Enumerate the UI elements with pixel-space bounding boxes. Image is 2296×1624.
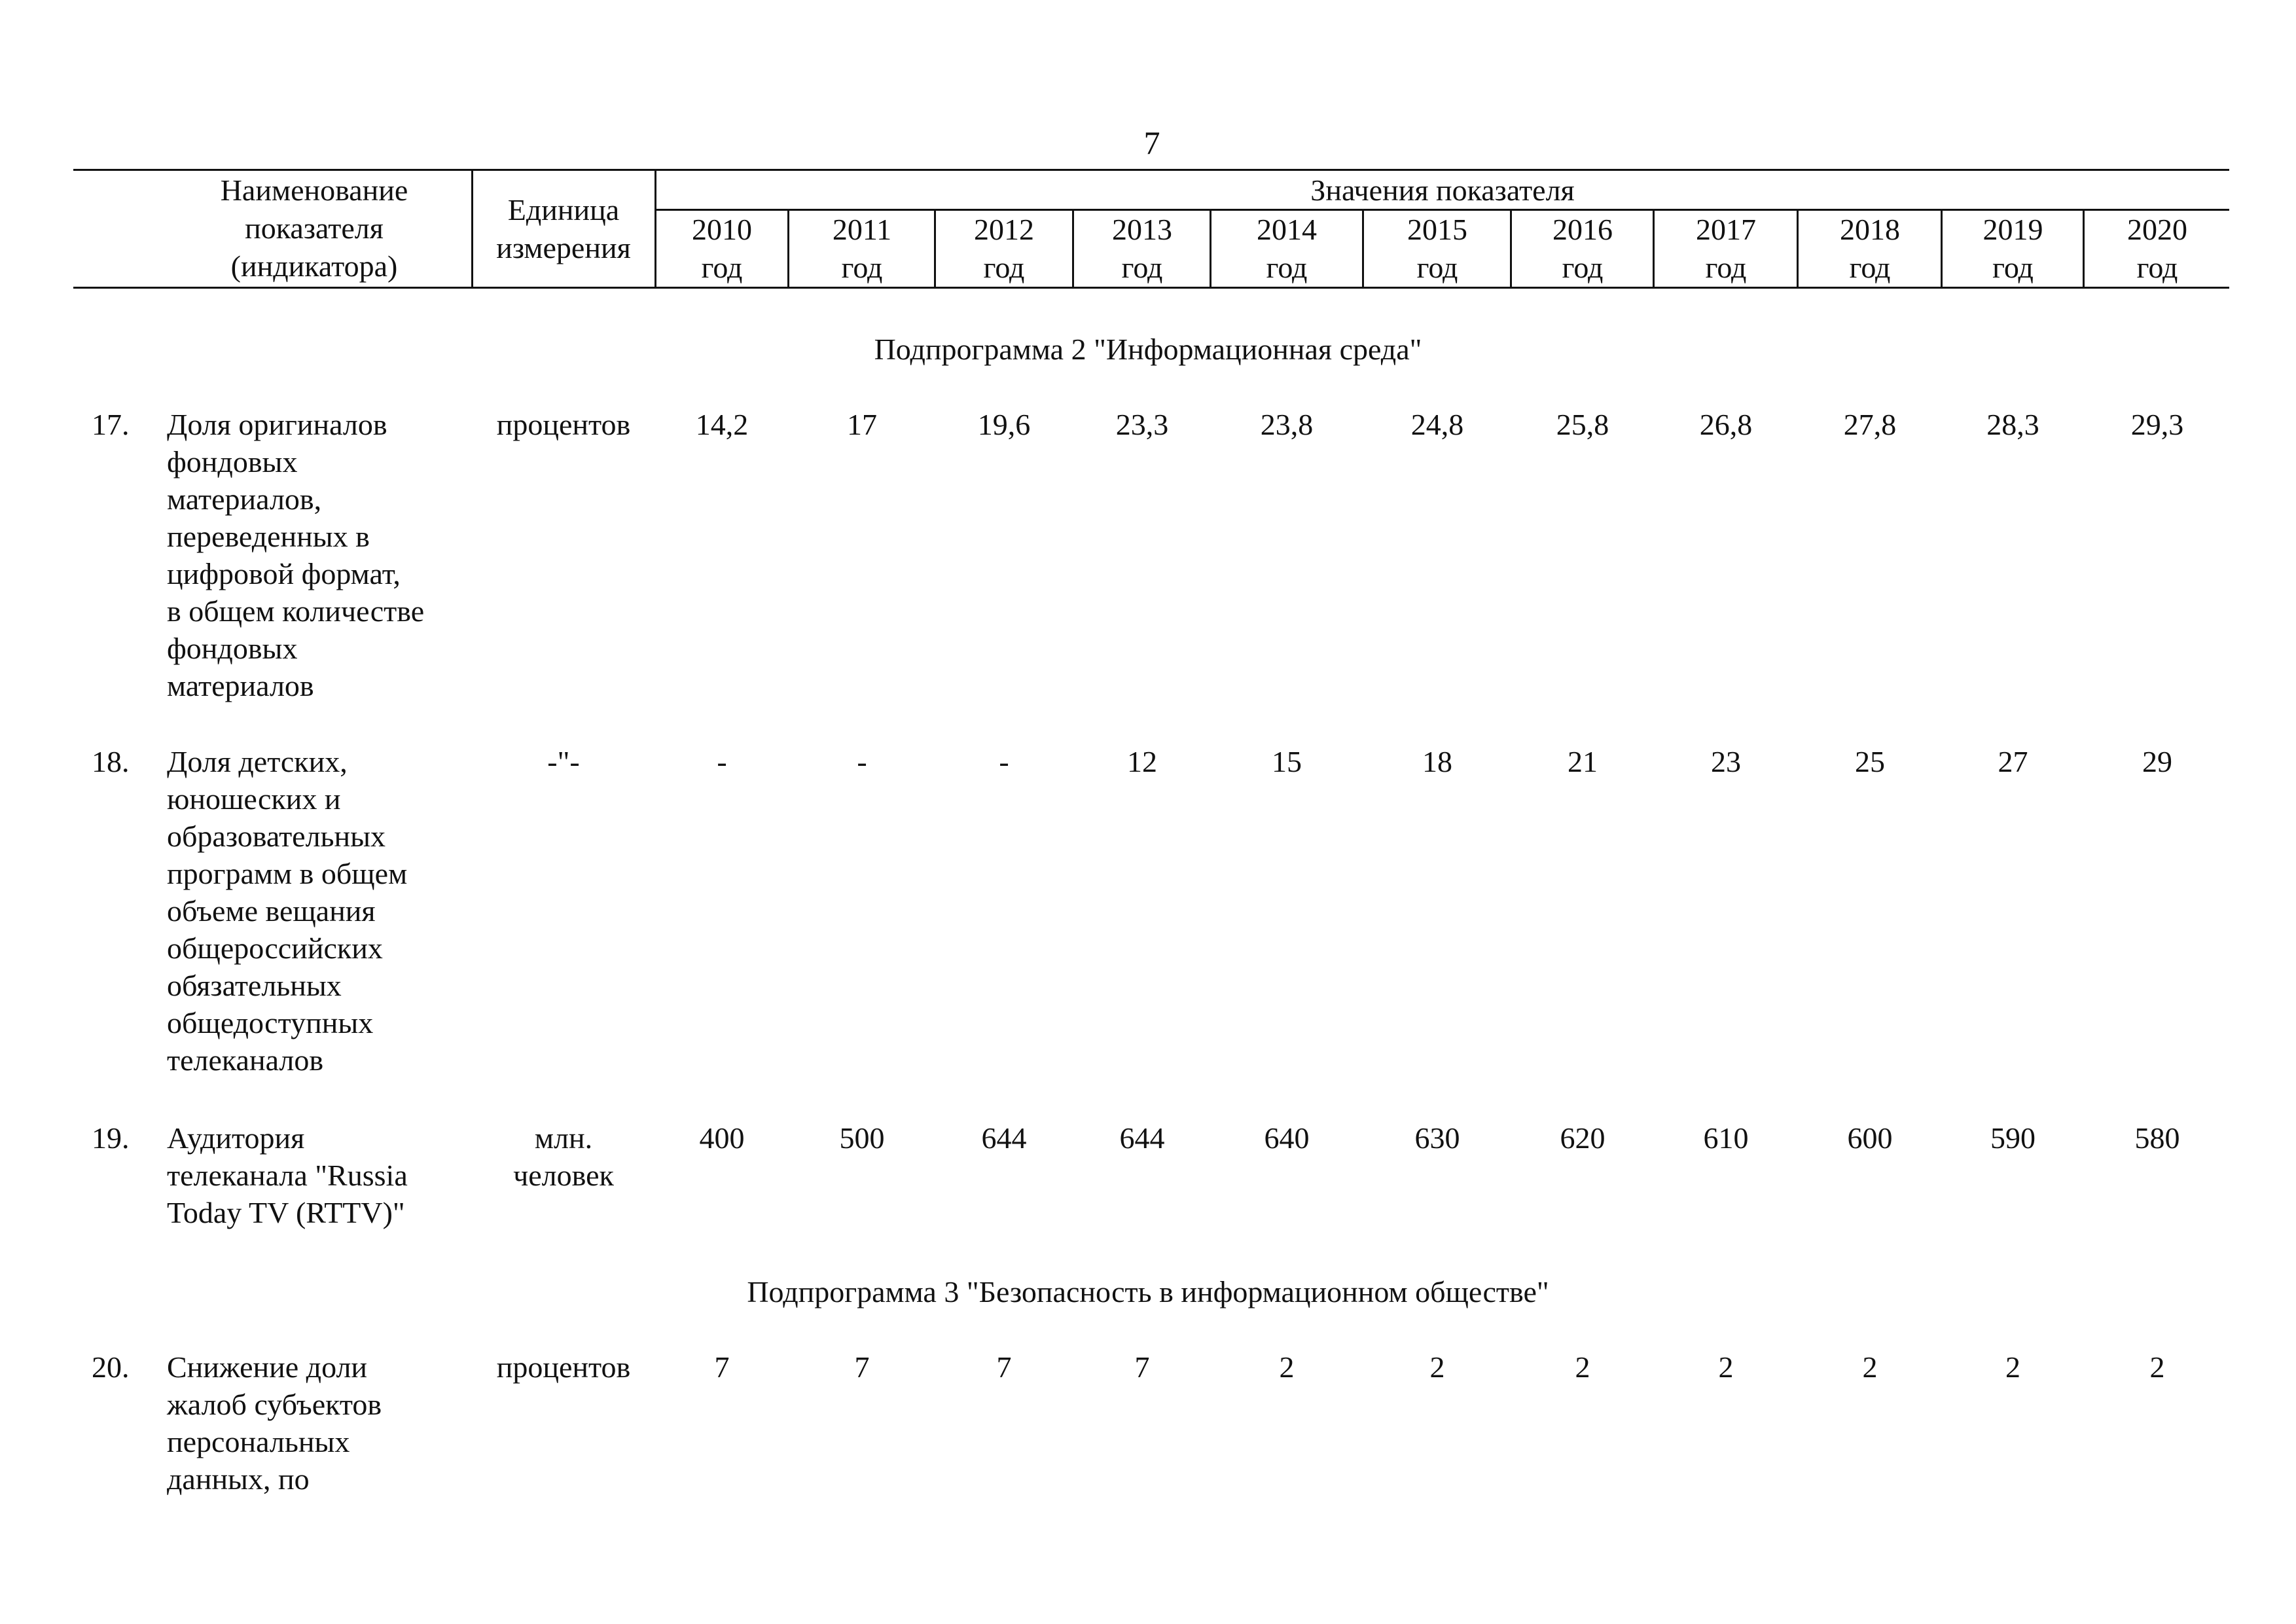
row-value-2020: 2 — [2149, 1350, 2165, 1384]
row-value-2017: 23 — [1711, 745, 1741, 778]
row-indicator-name: Доля детских, юношеских и образовательных программ в общем объеме вещания общероссийских обязательных общедоступных телеканалов — [167, 745, 408, 1077]
header-divider-2015 — [1362, 209, 1364, 288]
row-value-2019: 590 — [1990, 1121, 2036, 1155]
year-label: 2019 — [1982, 213, 2043, 246]
header-divider-unit — [655, 169, 656, 288]
row-value-2010: 7 — [714, 1350, 730, 1384]
year-suffix: год — [701, 251, 743, 284]
year-label: 2016 — [1552, 213, 1613, 246]
row-unit: процентов — [496, 408, 631, 441]
header-unit-col — [475, 191, 653, 267]
row-value-2015: 630 — [1414, 1121, 1460, 1155]
row-indicator-name: Доля оригиналов фондовых материалов, переведенных в цифровой формат, в общем количестве фондовых материалов — [167, 408, 425, 702]
header-divider-2017 — [1653, 209, 1655, 288]
header-year-2013 — [1075, 211, 1210, 287]
header-divider-2014 — [1210, 209, 1211, 288]
row-unit: -"- — [547, 745, 580, 778]
row-value-2018: 600 — [1847, 1121, 1893, 1155]
row-value-2015: 2 — [1429, 1350, 1445, 1384]
row-value-2011: - — [857, 745, 867, 778]
year-suffix: год — [2136, 251, 2178, 284]
row-value-2010: 400 — [699, 1121, 745, 1155]
row-value-2017: 26,8 — [1699, 408, 1753, 441]
section-title-subprogram-2: Подпрограмма 2 "Информационная среда" — [874, 333, 1422, 366]
year-suffix: год — [1992, 251, 2034, 284]
year-label: 2017 — [1696, 213, 1756, 246]
header-name-line: Наименование — [220, 173, 408, 207]
table-top-rule — [73, 169, 2229, 171]
row-indicator-name: Снижение доли жалоб субъектов персональных данных, по — [167, 1350, 382, 1496]
row-value-2020: 580 — [2134, 1121, 2180, 1155]
header-year-2015 — [1365, 211, 1510, 287]
year-suffix: год — [1266, 251, 1308, 284]
header-divider-2018 — [1797, 209, 1799, 288]
row-value-2013: 644 — [1119, 1121, 1165, 1155]
row-value-2013: 7 — [1134, 1350, 1150, 1384]
header-year-2010 — [657, 211, 787, 287]
row-unit: млн. человек — [513, 1121, 614, 1192]
row-value-2017: 2 — [1718, 1350, 1734, 1384]
header-divider-2012 — [934, 209, 936, 288]
year-label: 2015 — [1407, 213, 1467, 246]
row-value-2011: 7 — [854, 1350, 870, 1384]
header-year-2018 — [1799, 211, 1941, 287]
year-label: 2010 — [692, 213, 752, 246]
year-label: 2013 — [1112, 213, 1172, 246]
row-value-2014: 15 — [1272, 745, 1302, 778]
year-label: 2011 — [832, 213, 892, 246]
row-number: 20. — [92, 1350, 130, 1384]
row-value-2018: 2 — [1862, 1350, 1878, 1384]
year-suffix: год — [1705, 251, 1747, 284]
row-value-2020: 29 — [2142, 745, 2172, 778]
row-value-2019: 28,3 — [1986, 408, 2039, 441]
year-suffix: год — [841, 251, 883, 284]
header-year-2016 — [1513, 211, 1653, 287]
row-value-2011: 17 — [847, 408, 877, 441]
header-year-2020 — [2085, 211, 2229, 287]
header-divider-name — [471, 169, 473, 288]
row-value-2012: 19,6 — [977, 408, 1031, 441]
year-suffix: год — [1416, 251, 1458, 284]
row-value-2018: 25 — [1855, 745, 1885, 778]
row-value-2013: 12 — [1127, 745, 1157, 778]
header-name-col — [170, 171, 458, 285]
header-year-2019 — [1943, 211, 2083, 287]
year-suffix: год — [1121, 251, 1163, 284]
row-value-2018: 27,8 — [1843, 408, 1897, 441]
row-value-2011: 500 — [839, 1121, 885, 1155]
row-number: 17. — [92, 408, 130, 441]
row-number: 19. — [92, 1121, 130, 1155]
header-divider-2013 — [1072, 209, 1074, 288]
row-value-2015: 24,8 — [1410, 408, 1464, 441]
header-unit-line: Единица — [507, 193, 620, 226]
header-divider-2011 — [787, 209, 789, 288]
header-values-title: Значения показателя — [1310, 173, 1575, 207]
header-divider-2020 — [2083, 209, 2085, 288]
row-value-2012: 7 — [996, 1350, 1012, 1384]
header-divider-2016 — [1510, 209, 1512, 288]
header-name-line: показателя — [245, 211, 384, 245]
header-year-2017 — [1655, 211, 1797, 287]
header-name-line: (индикатора) — [230, 249, 398, 283]
row-value-2019: 2 — [2005, 1350, 2020, 1384]
row-value-2010: 14,2 — [695, 408, 749, 441]
header-year-2011 — [790, 211, 934, 287]
row-value-2012: - — [999, 745, 1009, 778]
row-value-2015: 18 — [1422, 745, 1452, 778]
year-label: 2018 — [1840, 213, 1900, 246]
row-value-2016: 21 — [1568, 745, 1598, 778]
row-value-2020: 29,3 — [2130, 408, 2184, 441]
page-number: 7 — [1143, 124, 1160, 161]
row-value-2014: 2 — [1279, 1350, 1295, 1384]
row-number: 18. — [92, 745, 130, 778]
row-value-2013: 23,3 — [1115, 408, 1169, 441]
row-value-2016: 25,8 — [1556, 408, 1609, 441]
row-unit: процентов — [496, 1350, 631, 1384]
row-value-2012: 644 — [981, 1121, 1027, 1155]
year-label: 2020 — [2127, 213, 2187, 246]
header-divider-2019 — [1941, 209, 1943, 288]
section-title-subprogram-3: Подпрограмма 3 "Безопасность в информационном обществе" — [747, 1275, 1549, 1308]
header-year-2014 — [1212, 211, 1361, 287]
table-header-bottom-rule — [73, 287, 2229, 289]
row-value-2016: 2 — [1575, 1350, 1590, 1384]
row-value-2010: - — [717, 745, 727, 778]
year-label: 2014 — [1257, 213, 1317, 246]
header-unit-line: измерения — [496, 231, 631, 264]
year-suffix: год — [1849, 251, 1891, 284]
year-suffix: год — [1562, 251, 1604, 284]
year-suffix: год — [983, 251, 1025, 284]
row-value-2017: 610 — [1703, 1121, 1749, 1155]
header-year-2012 — [937, 211, 1071, 287]
row-value-2014: 640 — [1264, 1121, 1310, 1155]
row-value-2016: 620 — [1560, 1121, 1605, 1155]
row-indicator-name: Аудитория телеканала "Russia Today TV (RTTV)" — [167, 1121, 408, 1229]
row-value-2014: 23,8 — [1260, 408, 1314, 441]
row-value-2019: 27 — [1998, 745, 2028, 778]
year-label: 2012 — [974, 213, 1034, 246]
